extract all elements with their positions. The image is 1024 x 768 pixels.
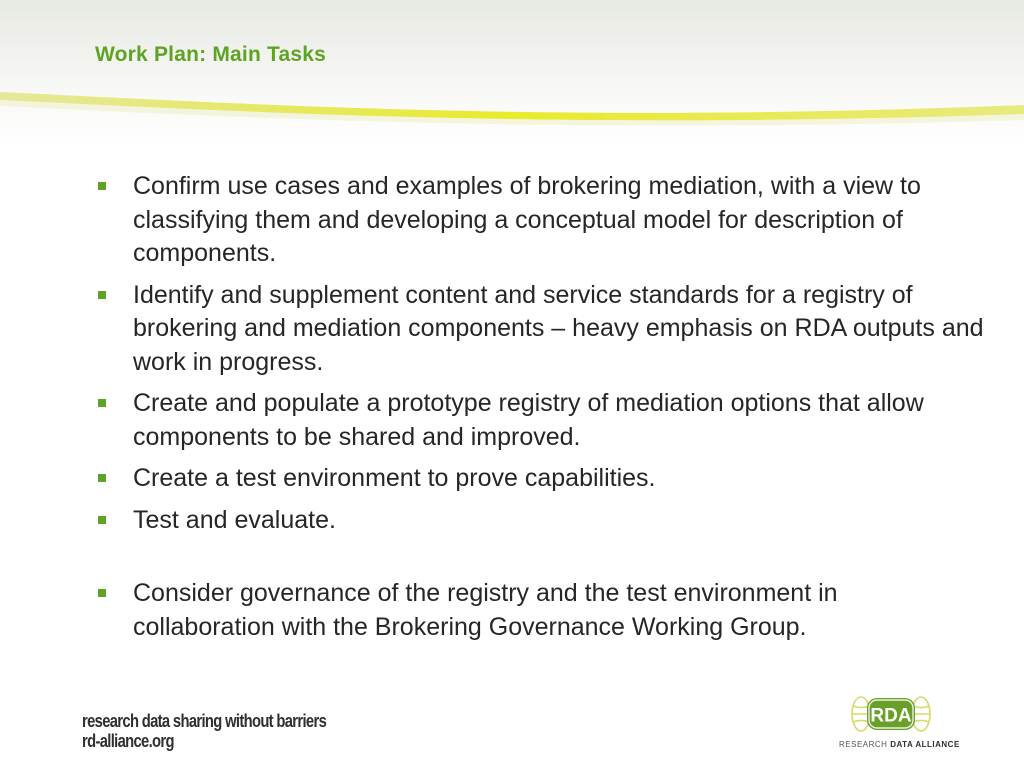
bullet-text: Create a test environment to prove capabilities.	[133, 464, 656, 492]
bullet-square-icon	[98, 399, 106, 407]
bullet-item	[0, 387, 1024, 454]
bullet-text: Confirm use cases and examples of brokering mediation, with a view to classifying them and developing a conceptual model for description of components.	[133, 172, 921, 267]
bullet-text: Identify and supplement content and service standards for a registry of brokering and mediation components – heavy emphasis on RDA outputs and work in progress.	[133, 280, 984, 376]
bullet-square-icon	[98, 589, 106, 597]
bullet-item	[0, 279, 1024, 380]
bullet-square-icon	[98, 516, 106, 524]
bullet-text: Test and evaluate.	[133, 505, 336, 534]
bullet-square-icon	[98, 474, 106, 482]
logo-caption-bold: DATA ALLIANCE	[890, 740, 960, 749]
footer-url[interactable]: rd-alliance.org	[82, 731, 174, 751]
bullet-item	[0, 504, 1024, 538]
logo-caption-light: RESEARCH	[839, 740, 891, 749]
slide-title: Work Plan: Main Tasks	[95, 43, 326, 66]
bullet-item	[0, 577, 1024, 644]
bullet-square-icon	[98, 182, 106, 190]
bullet-square-icon	[98, 291, 106, 299]
rda-logo-caption	[839, 740, 960, 749]
header-swoosh	[0, 0, 1024, 150]
bullet-item	[0, 462, 1024, 496]
bullet-item	[0, 170, 1024, 271]
bullet-list	[0, 170, 1024, 652]
bullet-text: Consider governance of the registry and the test environment in collaboration with the Brokering Governance Working Group.	[133, 579, 838, 641]
footer-tagline: research data sharing without barriers	[82, 711, 327, 731]
rda-logo-text: RDA	[870, 705, 912, 727]
bullet-text: Create and populate a prototype registry of mediation options that allow components to be shared and improved.	[133, 389, 924, 451]
rda-globe-icon	[850, 694, 932, 734]
rda-logo	[836, 692, 960, 758]
